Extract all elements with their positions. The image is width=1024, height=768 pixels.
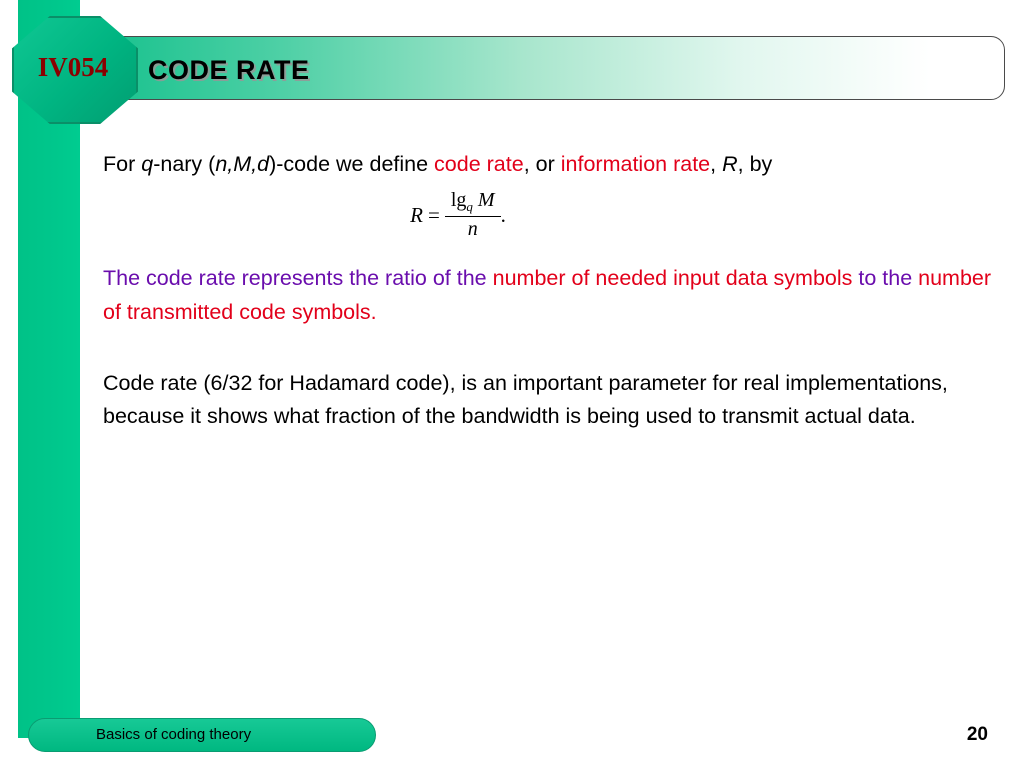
spacer [103, 329, 1003, 367]
formula-lhs: R [410, 202, 423, 227]
closing-paragraph: Code rate (6/32 for Hadamard code), is an important parameter for real implementations, because it shows what fraction of the bandwidth is being used to transmit actual data. [103, 371, 948, 428]
code-rate-formula [103, 191, 1003, 247]
intro-term-information-rate: information rate [560, 152, 711, 176]
ratio-text-1: The code rate represents the ratio of the [103, 266, 493, 290]
intro-text-3: -nary ( [153, 152, 216, 176]
intro-var-R: R [722, 152, 738, 176]
intro-text-9: , [710, 152, 723, 176]
slide-content [103, 148, 1003, 433]
intro-paragraph [103, 148, 1003, 181]
course-badge [12, 16, 134, 120]
ratio-paragraph [103, 261, 1003, 329]
intro-text-1: For [103, 152, 142, 176]
page-title: CODE RATE [148, 55, 310, 85]
formula-lg: lg [450, 189, 467, 211]
intro-text-11: , by [737, 152, 773, 176]
intro-params-nmd: n,M,d [215, 152, 270, 176]
ratio-text-3: to the [852, 266, 919, 290]
intro-var-q: q [141, 152, 154, 176]
formula-numerator [445, 189, 501, 216]
footer-label: Basics of coding theory [96, 726, 252, 743]
formula-expression [410, 191, 506, 243]
formula-period: . [500, 202, 506, 227]
formula-equals: = [428, 202, 440, 227]
formula-fraction [445, 189, 501, 241]
ratio-text-2: number of needed input data symbols [492, 266, 853, 290]
course-code-label: IV054 [37, 52, 109, 82]
intro-term-code-rate: code rate [434, 152, 524, 176]
formula-denominator: n [467, 218, 478, 240]
formula-lg-subscript: q [466, 199, 473, 214]
formula-M: M [477, 189, 495, 211]
ratio-text-4: number of transmitted code symbols. [103, 266, 992, 324]
page-number: 20 [966, 724, 988, 745]
intro-text-5: )-code we define [269, 152, 435, 176]
intro-text-7: , or [523, 152, 561, 176]
